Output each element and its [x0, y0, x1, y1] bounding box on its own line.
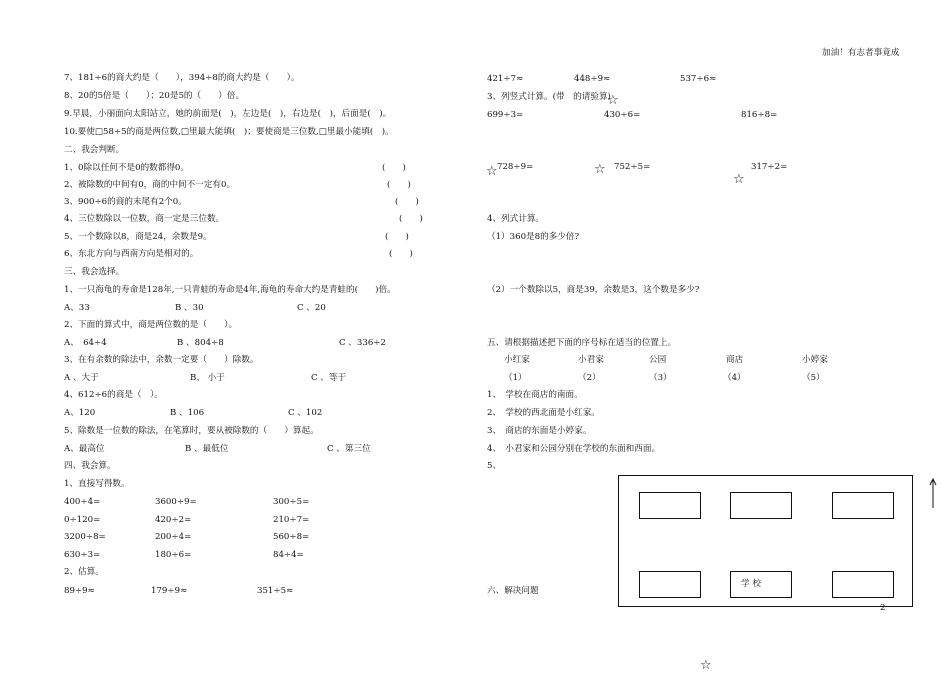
section-5-title: 五、请根据描述把下面的序号标在适当的位置上。	[487, 338, 677, 348]
question-10: 10.要使□58÷5的商是两位数,□里最大能填( )；要使商是三位数,□里最小能填( )。	[64, 127, 394, 137]
calc-item: 630÷3=	[64, 550, 101, 560]
choice-5-option-a: A、最高位	[64, 444, 105, 454]
choice-4-option-c: C 、102	[288, 408, 323, 418]
map-slot-box[interactable]	[639, 571, 701, 598]
estimate-item: 448÷9≈	[574, 74, 611, 84]
place-number: （4）	[723, 373, 746, 383]
place-name: 小红家	[504, 355, 530, 365]
estimate-item: 421÷7≈	[487, 74, 524, 84]
estimate-title: 2、估算。	[64, 567, 104, 577]
vertical-calc-item: 317÷2=	[751, 162, 788, 172]
place-number: （1）	[504, 373, 527, 383]
choice-5-option-b: B 、最低位	[185, 444, 229, 454]
star-icon: ☆	[607, 93, 619, 108]
judge-item: 3、900÷6的商的末尾有2个0。	[64, 197, 187, 207]
judge-answer-paren: ( )	[399, 214, 423, 224]
choice-4-option-b: B 、106	[170, 408, 205, 418]
judge-item: 2、被除数的中间有0，商的中间不一定有0。	[64, 180, 236, 190]
choice-3-option-b: B、 小于	[190, 373, 225, 383]
place-name: 小君家	[578, 355, 604, 365]
header-motto: 加油！有志者事竟成	[822, 48, 900, 58]
choice-2-option-a: A、 64÷4	[64, 338, 107, 348]
north-arrow-icon	[929, 478, 937, 508]
description-item: 3、 商店的东面是小婷家。	[487, 426, 592, 436]
description-item: 4、 小君家和公园分别在学校的东面和西面。	[487, 444, 661, 454]
place-name: 公园	[649, 355, 667, 365]
list-calc-question-2: （2）一个数除以5，商是39，余数是3，这个数是多少?	[487, 285, 700, 295]
star-icon: ☆	[700, 658, 712, 673]
choice-1-option-a: A、33	[64, 303, 90, 313]
section-3-title: 三、我会选择。	[64, 267, 125, 277]
map-slot-box[interactable]	[832, 571, 894, 598]
place-number: （3）	[649, 373, 672, 383]
place-number: （2）	[578, 373, 601, 383]
choice-2-option-c: C 、336÷2	[339, 338, 386, 348]
section-4-title: 四、我会算。	[64, 461, 116, 471]
calc-item: 180÷6=	[155, 550, 192, 560]
calc-item: 0÷120=	[64, 515, 101, 525]
vertical-calc-item: 699÷3=	[487, 110, 524, 120]
judge-answer-paren: ( )	[385, 232, 409, 242]
choice-1: 1、一只海龟的寿命是128年,一只青蛙的寿命是4年,海龟的寿命大约是青蛙的( )倍。	[64, 285, 396, 295]
section-6-title: 六、解决问题	[487, 586, 539, 596]
map-slot-box[interactable]	[639, 492, 701, 519]
map-slot-box[interactable]	[730, 492, 792, 519]
vertical-calc-item: 728÷9=	[497, 162, 534, 172]
judge-item: 5、一个数除以8，商是24，余数是9。	[64, 232, 212, 242]
question-9: 9.早晨，小丽面向太阳站立，她的前面是( )，左边是( )，右边是( )，后面是( )。	[64, 109, 392, 119]
question-7: 7、181÷6的商大约是（ ），394÷8的商大约是（ ）。	[64, 73, 300, 83]
place-name: 商店	[726, 355, 744, 365]
choice-2: 2、下面的算式中，商是两位数的是（ ）。	[64, 320, 238, 330]
question-8: 8、20的5倍是（ ）；20是5的（ ）倍。	[64, 91, 245, 101]
school-label: 学 校	[741, 579, 761, 589]
choice-1-option-b: B 、30	[175, 303, 204, 313]
estimate-item: 89÷9≈	[64, 586, 95, 596]
place-number: （5）	[802, 373, 825, 383]
choice-4-option-a: A、120	[64, 408, 96, 418]
place-name: 小婷家	[802, 355, 828, 365]
star-icon: ☆	[486, 164, 498, 179]
star-icon: ☆	[594, 162, 606, 177]
list-calc-question-1: （1）360是8的多少倍?	[487, 232, 580, 242]
estimate-item: 537÷6≈	[680, 74, 717, 84]
choice-3-option-c: C 、等于	[311, 373, 347, 383]
map-slot-box[interactable]	[832, 492, 894, 519]
vertical-calc-item: 816÷8=	[741, 110, 778, 120]
calc-item: 84÷4=	[273, 550, 304, 560]
list-calc-title: 4、列式计算。	[487, 214, 545, 224]
choice-5: 5、除数是一位数的除法，在笔算时，要从被除数的（ ）算起。	[64, 426, 319, 436]
calc-item: 560÷8=	[273, 532, 310, 542]
calc-item: 210÷7=	[273, 515, 310, 525]
judge-item: 4、三位数除以一位数，商一定是三位数。	[64, 214, 225, 224]
judge-answer-paren: ( )	[395, 197, 419, 207]
estimate-item: 179÷9≈	[151, 586, 188, 596]
judge-item: 1、0除以任何不是0的数都得0。	[64, 163, 189, 173]
choice-3-option-a: A 、大于	[64, 373, 99, 383]
judge-item: 6、东北方向与西南方向是相对的。	[64, 249, 199, 259]
calc-item: 420÷2=	[155, 515, 192, 525]
calc-item: 3600÷9=	[155, 497, 197, 507]
calc-item: 400÷4=	[64, 497, 101, 507]
choice-3: 3、在有余数的除法中，余数一定要（ ）除数。	[64, 355, 259, 365]
star-icon: ☆	[733, 172, 745, 187]
calc-item: 200÷4=	[155, 532, 192, 542]
choice-5-option-c: C 、第三位	[327, 444, 371, 454]
vertical-calc-item: 752÷5=	[614, 162, 651, 172]
estimate-item: 351÷5≈	[257, 586, 294, 596]
description-item: 5、	[487, 461, 502, 471]
calc-item: 3200÷8=	[64, 532, 106, 542]
choice-1-option-c: C 、20	[297, 303, 326, 313]
page-number: 2	[880, 603, 886, 613]
calc-item: 300÷5=	[273, 497, 310, 507]
calc-1-title: 1、直接写得数。	[64, 479, 130, 489]
choice-4: 4、612÷6的商是（ ）。	[64, 390, 163, 400]
vertical-calc-title: 3、列竖式计算。(带 的请验算)	[487, 92, 611, 102]
description-item: 1、 学校在商店的南面。	[487, 390, 583, 400]
vertical-calc-item: 430÷6=	[604, 110, 641, 120]
map-school-box	[730, 571, 792, 598]
judge-answer-paren: ( )	[387, 180, 411, 190]
description-item: 2、 学校的西北面是小红家。	[487, 408, 600, 418]
judge-answer-paren: ( )	[382, 163, 406, 173]
judge-answer-paren: ( )	[389, 249, 413, 259]
choice-2-option-b: B 、804÷8	[177, 338, 224, 348]
section-2-title: 二、我会判断。	[64, 145, 125, 155]
